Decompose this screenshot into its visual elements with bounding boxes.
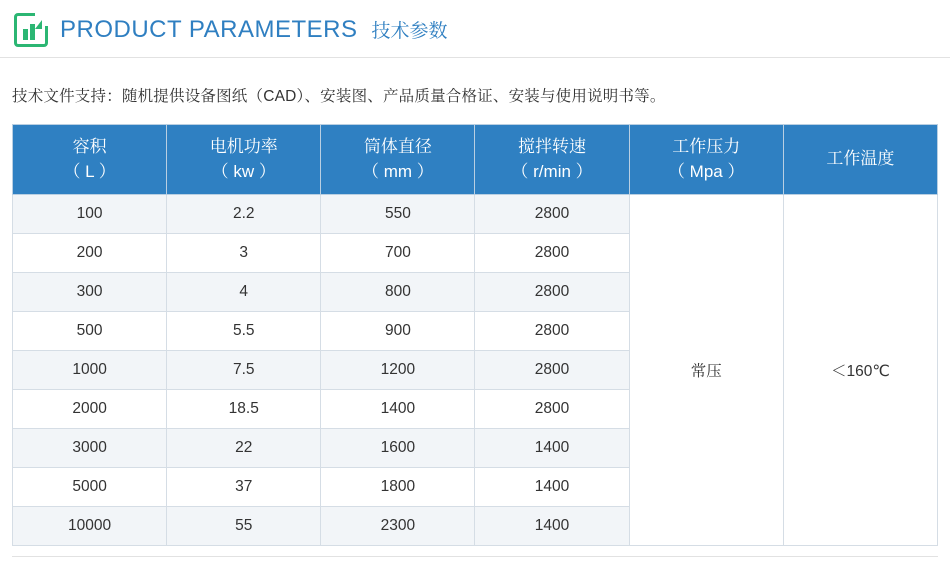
intro-text: 技术文件支持：随机提供设备图纸（CAD）、安装图、产品质量合格证、安装与使用说明书等。 <box>12 88 666 105</box>
cell-speed: 2800 <box>475 234 629 273</box>
cell-speed: 2800 <box>475 195 629 234</box>
cell-diameter: 2300 <box>321 507 475 546</box>
cell-power: 7.5 <box>167 351 321 390</box>
cell-diameter: 550 <box>321 195 475 234</box>
cell-power: 5.5 <box>167 312 321 351</box>
cell-diameter: 1400 <box>321 390 475 429</box>
cell-diameter: 700 <box>321 234 475 273</box>
cell-speed: 1400 <box>475 429 629 468</box>
cell-power: 22 <box>167 429 321 468</box>
cell-speed: 2800 <box>475 351 629 390</box>
column-header-temperature <box>783 125 937 195</box>
parameters-table-wrap <box>0 124 950 546</box>
column-header-power-line1: 电机功率 <box>209 137 278 156</box>
column-header-power <box>167 125 321 195</box>
column-header-pressure-line2: （ Mpa ） <box>667 161 745 181</box>
cell-power: 55 <box>167 507 321 546</box>
cell-volume: 2000 <box>13 390 167 429</box>
cell-speed: 2800 <box>475 273 629 312</box>
cell-temperature-merged: ＜160℃ <box>783 195 937 546</box>
cell-pressure-merged: 常压 <box>629 195 783 546</box>
cell-diameter: 1600 <box>321 429 475 468</box>
column-header-speed-line2: （ r/min ） <box>511 161 593 181</box>
column-header-volume-line1: 容积 <box>72 137 107 156</box>
cell-power: 37 <box>167 468 321 507</box>
column-header-diameter-line1: 筒体直径 <box>363 137 432 156</box>
column-header-pressure <box>629 125 783 195</box>
cell-diameter: 800 <box>321 273 475 312</box>
page-header <box>0 0 950 58</box>
cell-diameter: 1800 <box>321 468 475 507</box>
cell-volume: 5000 <box>13 468 167 507</box>
column-header-power-line2: （ kw ） <box>211 161 276 181</box>
cell-volume: 10000 <box>13 507 167 546</box>
cell-volume: 1000 <box>13 351 167 390</box>
table-header-row <box>13 125 938 195</box>
column-header-temperature-line1: 工作温度 <box>826 149 895 169</box>
column-header-volume-line2: （ L ） <box>63 161 116 181</box>
parameters-table <box>12 124 938 546</box>
cell-power: 2.2 <box>167 195 321 234</box>
column-header-pressure-line1: 工作压力 <box>672 137 741 156</box>
cell-power: 4 <box>167 273 321 312</box>
cell-diameter: 1200 <box>321 351 475 390</box>
cell-power: 3 <box>167 234 321 273</box>
page-title-en: PRODUCT PARAMETERS <box>60 15 358 43</box>
cell-volume: 3000 <box>13 429 167 468</box>
cell-speed: 2800 <box>475 390 629 429</box>
cell-volume: 500 <box>13 312 167 351</box>
page-title-cn: 技术参数 <box>371 21 448 42</box>
column-header-volume <box>13 125 167 195</box>
column-header-diameter-line2: （ mm ） <box>362 161 434 181</box>
column-header-diameter <box>321 125 475 195</box>
cell-volume: 200 <box>13 234 167 273</box>
cell-speed: 2800 <box>475 312 629 351</box>
column-header-speed <box>475 125 629 195</box>
cell-volume: 300 <box>13 273 167 312</box>
bottom-divider <box>12 556 938 557</box>
column-header-speed-line1: 搅拌转速 <box>518 137 587 156</box>
cell-power: 18.5 <box>167 390 321 429</box>
cell-speed: 1400 <box>475 468 629 507</box>
table-row <box>13 195 938 234</box>
cell-speed: 1400 <box>475 507 629 546</box>
cell-diameter: 900 <box>321 312 475 351</box>
brand-logo-icon <box>14 13 48 47</box>
cell-volume: 100 <box>13 195 167 234</box>
